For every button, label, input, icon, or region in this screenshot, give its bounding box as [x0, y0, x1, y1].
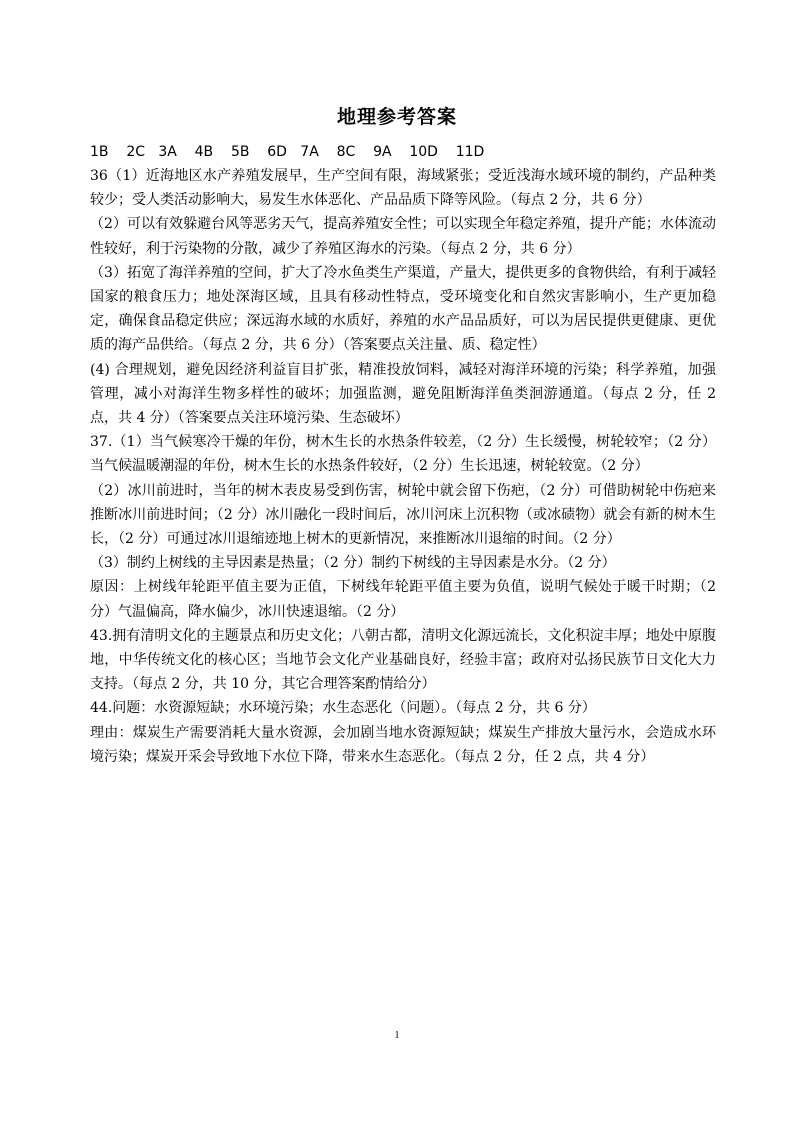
answer-44-problem: 44.问题：水资源短缺；水环境污染；水生态恶化（问题）。（每点 2 分，共 6 分） [90, 700, 596, 717]
answer-37-reason: 原因：上树线年轮距平值主要为正值，下树线年轮距平值主要为负值，说明气候处于暖干时期；（2 分）气温偏高，降水偏少，冰川快速退缩。（2 分） [90, 579, 716, 620]
document-title: 地理参考答案 [336, 106, 457, 128]
page-number: 1 [394, 1030, 400, 1041]
answer-37-part-2: （2）冰川前进时，当年的树木表皮易受到伤害，树轮中就会留下伤疤，（2 分）可借助树轮中伤疤来推断冰川前进时间；（2 分）冰川融化一段时间后，冰川河床上沉积物（或冰碛物）就会有新的树木生长，（2 分）可通过冰川退缩迹地上树木的更新情况，来推断冰川退缩的时间。（2 分） [90, 482, 716, 548]
answer-43: 43.拥有清明文化的主题景点和历史文化；八朝古都，清明文化源远流长，文化积淀丰厚；地处中原腹地，中华传统文化的核心区；当地节会文化产业基础良好，经验丰富；政府对弘扬民族节日文化大力支持。（每点 2 分，共 10 分，其它合理答案酌情给分） [90, 627, 716, 693]
answer-36-part-4: (4) 合理规划，避免因经济利益盲目扩张，精准投放饲料，减轻对海洋环境的污染；科学养殖，加强管理，减小对海洋生物多样性的破坏；加强监测，避免阻断海洋鱼类洄游通道。（每点 2 分，任 2 点，共 4 分）（答案要点关注环境污染、生态破坏） [90, 361, 716, 427]
answer-44-reason: 理由：煤炭生产需要消耗大量水资源，会加剧当地水资源短缺；煤炭生产排放大量污水，会造成水环境污染；煤炭开采会导致地下水位下降，带来水生态恶化。（每点 2 分，任 2 点，共 4 分） [90, 724, 716, 765]
answer-36-part-2: （2）可以有效躲避台风等恶劣天气，提高养殖安全性；可以实现全年稳定养殖，提升产能；水体流动性较好，利于污染物的分散，减少了养殖区海水的污染。（每点 2 分，共 6 分） [90, 216, 716, 257]
answer-36-part-1: 36（1）近海地区水产养殖发展早，生产空间有限，海域紧张；受近浅海水域环境的制约，产品种类较少；受人类活动影响大，易发生水体恶化、产品品质下降等风险。（每点 2 分，共 6 分） [90, 168, 716, 209]
answer-37-part-3: （3）制约上树线的主导因素是热量；（2 分）制约下树线的主导因素是水分。（2 分） [90, 555, 616, 572]
answer-36-part-3: （3）拓宽了海洋养殖的空间，扩大了冷水鱼类生产渠道，产量大，提供更多的食物供给，有利于减轻国家的粮食压力；地处深海区域，且具有移动性特点，受环境变化和自然灾害影响小，生产更加稳定，确保食品稳定供应；深远海水域的水质好，养殖的水产品品质好，可以为居民提供更健康、更优质的海产品供给。（每点 2 分，共 6 分）（答案要点关注量、质、稳定性） [90, 264, 716, 354]
answer-37-part-1: 37.（1）当气候寒冷干燥的年份，树木生长的水热条件较差，（2 分）生长缓慢，树轮较窄；（2 分）当气候温暖潮湿的年份，树木生长的水热条件较好，（2 分）生长迅速，树轮较宽。（2 分） [90, 434, 716, 475]
answer-content [90, 142, 716, 769]
choice-answers: 1B 2C 3A 4B 5B 6D 7A 8C 9A 10D 11D [90, 144, 485, 160]
